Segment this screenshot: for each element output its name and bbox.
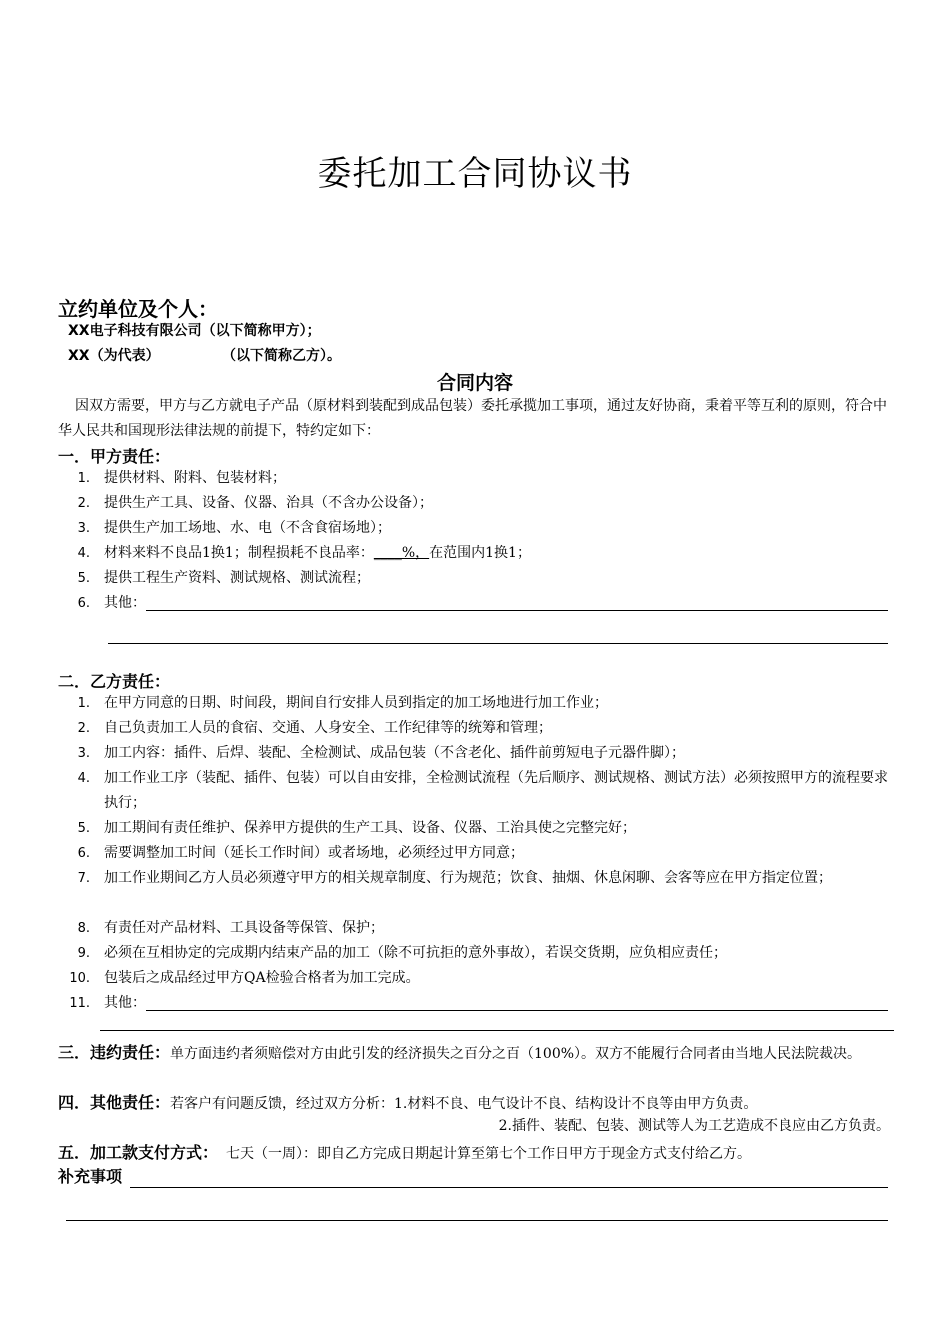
list-text: 加工内容：插件、后焊、装配、全检测试、成品包装（不含老化、插件前剪短电子元器件脚）； bbox=[104, 745, 685, 761]
party-b-name: XX（为代表） bbox=[68, 348, 160, 364]
list-text: 提供工程生产资料、测试规格、测试流程； bbox=[104, 570, 370, 586]
list-number: 8. bbox=[77, 921, 90, 936]
breach-clause bbox=[58, 1040, 894, 1067]
list-text: 材料来料不良品1换1；制程损耗不良品率： bbox=[104, 545, 374, 561]
list-number: 10. bbox=[69, 971, 90, 986]
party-b-duties-heading: 二．乙方责任： bbox=[58, 672, 171, 691]
contract-heading: 合同内容 bbox=[436, 372, 513, 394]
list-text: 加工作业工序（装配、插件、包装）可以自由安排，全检测试流程（先后顺序、测试规格、测试方法）必须按照甲方的流程要求执行； bbox=[104, 770, 888, 811]
list-number: 6. bbox=[77, 596, 90, 611]
list-number: 1. bbox=[77, 696, 90, 711]
supplement-label: 补充事项 bbox=[58, 1167, 123, 1186]
other-line-1: 若客户有问题反馈，经过双方分析：1.材料不良、电气设计不良、结构设计不良等由甲方负责。 bbox=[170, 1096, 758, 1112]
list-number: 5. bbox=[77, 821, 90, 836]
list-number: 9. bbox=[77, 946, 90, 961]
supplement-blank[interactable] bbox=[130, 1187, 888, 1188]
list-text: 在范围内1换1； bbox=[429, 545, 531, 561]
list-number: 11. bbox=[69, 996, 90, 1011]
list-text: 提供生产工具、设备、仪器、治具（不含办公设备）； bbox=[104, 495, 433, 511]
other-clause bbox=[58, 1090, 894, 1117]
list-number: 1. bbox=[77, 471, 90, 486]
document-title: 委托加工合同协议书 bbox=[317, 154, 633, 194]
payment-clause bbox=[58, 1140, 894, 1167]
party-b-other-blank[interactable] bbox=[146, 1010, 888, 1011]
other-line-2: 2.插件、装配、包装、测试等人为工艺造成不良应由乙方负责。 bbox=[498, 1118, 890, 1134]
list-text-composite bbox=[104, 541, 894, 566]
supplement-blank-2[interactable] bbox=[66, 1220, 888, 1221]
list-number: 2. bbox=[77, 496, 90, 511]
list-text: 提供生产加工场地、水、电（不含食宿场地）； bbox=[104, 520, 391, 536]
list-number: 3. bbox=[77, 746, 90, 761]
list-item bbox=[58, 766, 894, 816]
list-text: 有责任对产品材料、工具设备等保管、保护； bbox=[104, 920, 384, 936]
list-item bbox=[58, 866, 894, 916]
payment-text: 七天（一周）：即自乙方完成日期起计算至第七个工作日甲方于现金方式支付给乙方。 bbox=[226, 1146, 752, 1162]
list-text: 在甲方同意的日期、时间段，期间自行安排人员到指定的加工场地进行加工作业； bbox=[104, 695, 608, 711]
list-text: 加工作业期间乙方人员必须遵守甲方的相关规章制度、行为规范；饮食、抽烟、休息闲聊、会客等应在甲方指定位置； bbox=[104, 870, 832, 886]
list-text: 加工期间有责任维护、保养甲方提供的生产工具、设备、仪器、工治具使之完整完好； bbox=[104, 820, 636, 836]
list-text: 需要调整加工时间（延长工作时间）或者场地，必须经过甲方同意； bbox=[104, 845, 524, 861]
party-a-other-blank-2[interactable] bbox=[108, 643, 888, 644]
list-number: 5. bbox=[77, 571, 90, 586]
party-b-other-blank-2[interactable] bbox=[100, 1030, 894, 1031]
list-number: 7. bbox=[77, 871, 90, 886]
breach-label: 三．违约责任： bbox=[58, 1043, 171, 1062]
parties-heading: 立约单位及个人： bbox=[58, 297, 218, 321]
party-a: XX电子科技有限公司（以下简称甲方）； bbox=[68, 323, 321, 339]
list-number: 6. bbox=[77, 846, 90, 861]
other-label: 四．其他责任： bbox=[58, 1093, 171, 1112]
list-number: 4. bbox=[77, 771, 90, 786]
list-text: 其他： bbox=[104, 995, 146, 1011]
list-number: 3. bbox=[77, 521, 90, 536]
list-number: 2. bbox=[77, 721, 90, 736]
breach-text: 单方面违约者须赔偿对方由此引发的经济损失之百分之百（100%）。双方不能履行合同者由当地人民法院裁决。 bbox=[170, 1046, 862, 1062]
party-a-duties-heading: 一．甲方责任： bbox=[58, 447, 171, 466]
list-number: 4. bbox=[77, 546, 90, 561]
party-a-other-blank[interactable] bbox=[146, 610, 888, 611]
list-text: 包装后之成品经过甲方QA检验合格者为加工完成。 bbox=[104, 970, 420, 986]
list-text: 自己负责加工人员的食宿、交通、人身安全、工作纪律等的统筹和管理； bbox=[104, 720, 552, 736]
list-text: 其他： bbox=[104, 595, 146, 611]
list-text: 必须在互相协定的完成期内结束产品的加工（除不可抗拒的意外事故），若误交货期，应负相应责任； bbox=[104, 945, 727, 961]
party-b-suffix: （以下简称乙方）。 bbox=[222, 348, 341, 364]
payment-label: 五．加工款支付方式： bbox=[58, 1143, 219, 1162]
defect-rate-blank[interactable]: ____%， bbox=[373, 545, 430, 561]
list-text: 提供材料、附料、包装材料； bbox=[104, 470, 286, 486]
contract-intro: 因双方需要，甲方与乙方就电子产品（原材料到装配到成品包装）委托承揽加工事项，通过友好协商，秉着平等互利的原则，符合中华人民共和国现形法律法规的前提下，特约定如下： bbox=[58, 398, 887, 439]
